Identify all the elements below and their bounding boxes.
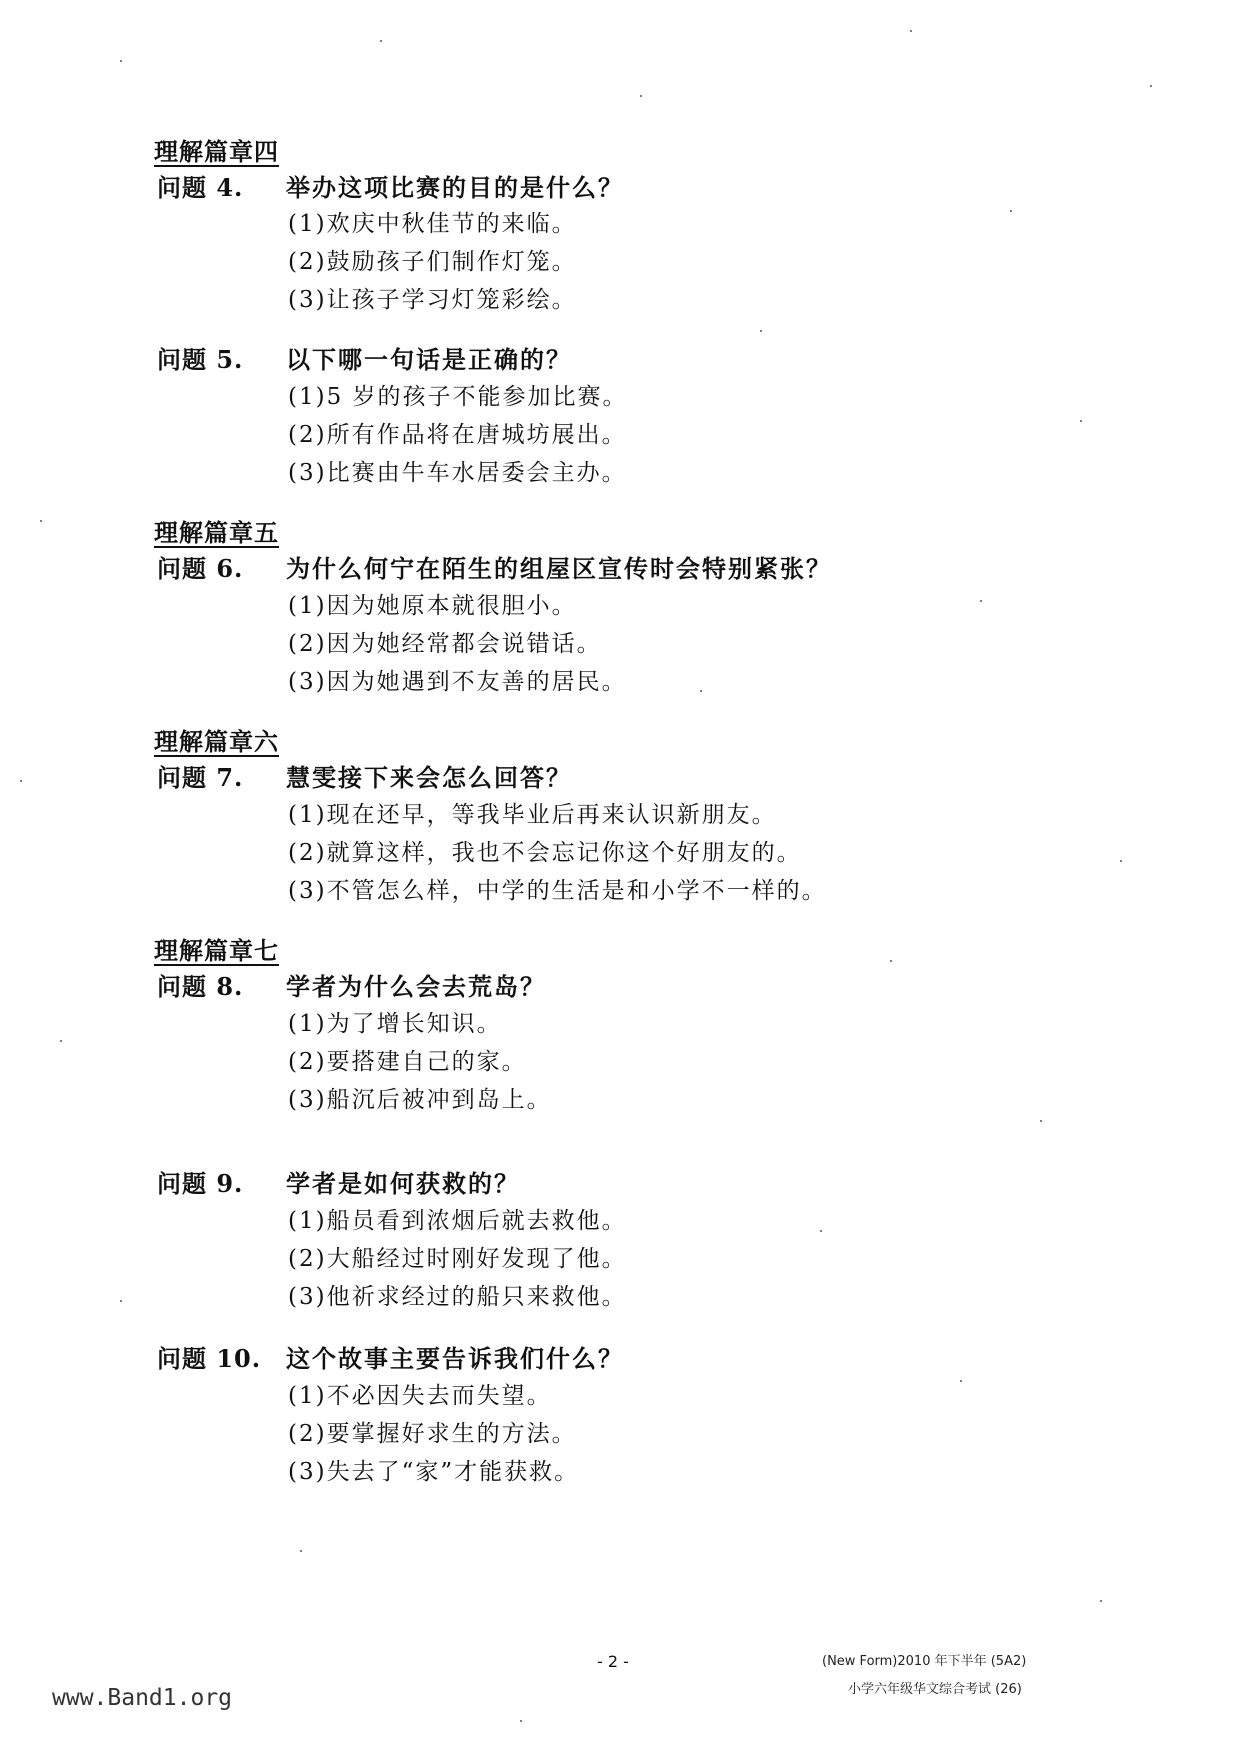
answer-option: (1)因为她原本就很胆小。 xyxy=(288,593,577,619)
site-link[interactable]: www.Band1.org xyxy=(52,1685,233,1711)
answer-option: (1)欢庆中秋佳节的来临。 xyxy=(288,211,577,237)
question-label: 问题 6. xyxy=(157,554,244,583)
question-label: 问题 8. xyxy=(157,972,244,1001)
question-label: 问题 4. xyxy=(157,173,244,202)
speckle xyxy=(1010,210,1012,212)
answer-option: (3)比赛由牛车水居委会主办。 xyxy=(288,460,627,486)
answer-option: (1)5 岁的孩子不能参加比赛。 xyxy=(288,384,628,410)
speckle xyxy=(120,60,122,62)
page-number: - 2 - xyxy=(597,1652,629,1671)
speckle xyxy=(520,1720,522,1722)
speckle xyxy=(1120,860,1122,862)
answer-option: (3)不管怎么样，中学的生活是和小学不一样的。 xyxy=(288,878,827,904)
speckle xyxy=(1150,85,1152,87)
answer-option: (1)现在还早，等我毕业后再来认识新朋友。 xyxy=(288,802,777,828)
speckle xyxy=(20,780,22,782)
section-title: 理解篇章四 xyxy=(154,137,279,166)
answer-option: (3)因为她遇到不友善的居民。 xyxy=(288,669,627,695)
answer-option: (1)为了增长知识。 xyxy=(288,1011,502,1037)
question-label: 问题 10. xyxy=(157,1344,262,1373)
question-text: 这个故事主要告诉我们什么？ xyxy=(286,1344,624,1373)
question-text: 学者是如何获救的？ xyxy=(286,1169,520,1198)
speckle xyxy=(1080,420,1082,422)
answer-option: (2)大船经过时刚好发现了他。 xyxy=(288,1246,627,1272)
question-text: 举办这项比赛的目的是什么？ xyxy=(286,173,624,202)
answer-option: (2)所有作品将在唐城坊展出。 xyxy=(288,422,627,448)
answer-option: (2)鼓励孩子们制作灯笼。 xyxy=(288,249,577,275)
speckle xyxy=(760,330,762,332)
speckle xyxy=(960,1380,962,1382)
answer-option: (2)要搭建自己的家。 xyxy=(288,1049,527,1075)
speckle xyxy=(640,95,642,97)
answer-option: (3)他祈求经过的船只来救他。 xyxy=(288,1284,627,1310)
speckle xyxy=(910,30,912,32)
answer-option: (3)船沉后被冲到岛上。 xyxy=(288,1087,552,1113)
answer-option: (2)因为她经常都会说错话。 xyxy=(288,631,602,657)
question-text: 为什么何宁在陌生的组屋区宣传时会特别紧张？ xyxy=(286,554,832,583)
speckle xyxy=(820,1230,822,1232)
speckle xyxy=(1040,1120,1042,1122)
question-text: 以下哪一句话是正确的？ xyxy=(286,345,572,374)
section-title: 理解篇章六 xyxy=(154,727,279,756)
speckle xyxy=(60,1040,62,1042)
answer-option: (1)不必因失去而失望。 xyxy=(288,1383,552,1409)
answer-option: (2)就算这样，我也不会忘记你这个好朋友的。 xyxy=(288,840,802,866)
question-label: 问题 5. xyxy=(157,345,244,374)
answer-option: (3)失去了“家”才能获救。 xyxy=(288,1459,580,1485)
answer-option: (3)让孩子学习灯笼彩绘。 xyxy=(288,287,577,313)
question-text: 慧雯接下来会怎么回答？ xyxy=(286,763,572,792)
answer-option: (2)要掌握好求生的方法。 xyxy=(288,1421,577,1447)
speckle xyxy=(980,600,982,602)
question-label: 问题 9. xyxy=(157,1169,244,1198)
section-title: 理解篇章七 xyxy=(154,936,279,965)
speckle xyxy=(1100,1600,1102,1602)
question-label: 问题 7. xyxy=(157,763,244,792)
answer-option: (1)船员看到浓烟后就去救他。 xyxy=(288,1208,627,1234)
speckle xyxy=(700,690,702,692)
speckle xyxy=(40,520,42,522)
speckle xyxy=(890,960,892,962)
exam-name: 小学六年级华文综合考试 (26) xyxy=(848,1682,1022,1697)
question-text: 学者为什么会去荒岛？ xyxy=(286,972,546,1001)
speckle xyxy=(300,1550,302,1552)
section-title: 理解篇章五 xyxy=(154,518,279,547)
speckle xyxy=(120,1300,122,1302)
form-code: (New Form)2010 年下半年 (5A2) xyxy=(822,1654,1027,1669)
speckle xyxy=(380,40,382,42)
